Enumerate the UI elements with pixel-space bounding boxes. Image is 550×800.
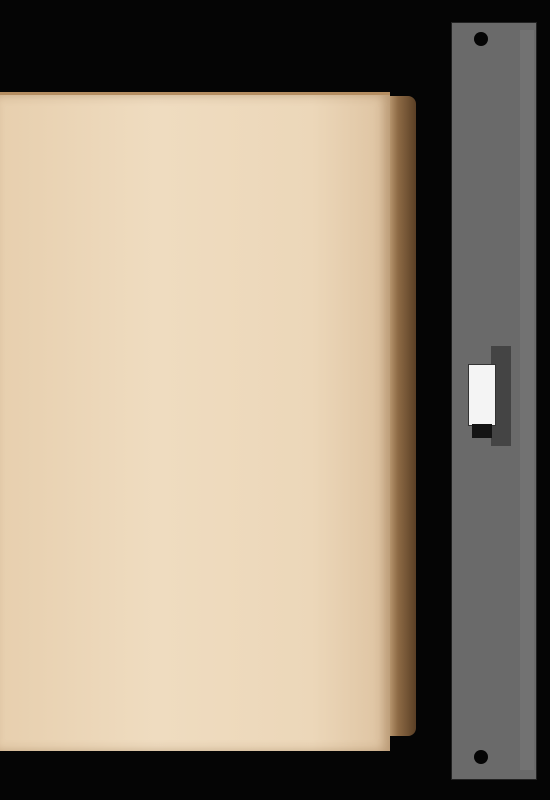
gray-scale-target <box>468 364 496 426</box>
book-page <box>0 92 390 751</box>
card-punch-hole <box>474 750 488 764</box>
card-side-strip <box>520 30 534 770</box>
black-patch <box>472 424 492 438</box>
card-punch-hole <box>474 32 488 46</box>
book-fore-edge <box>386 96 416 736</box>
page-text <box>28 119 373 138</box>
running-head <box>28 121 373 134</box>
